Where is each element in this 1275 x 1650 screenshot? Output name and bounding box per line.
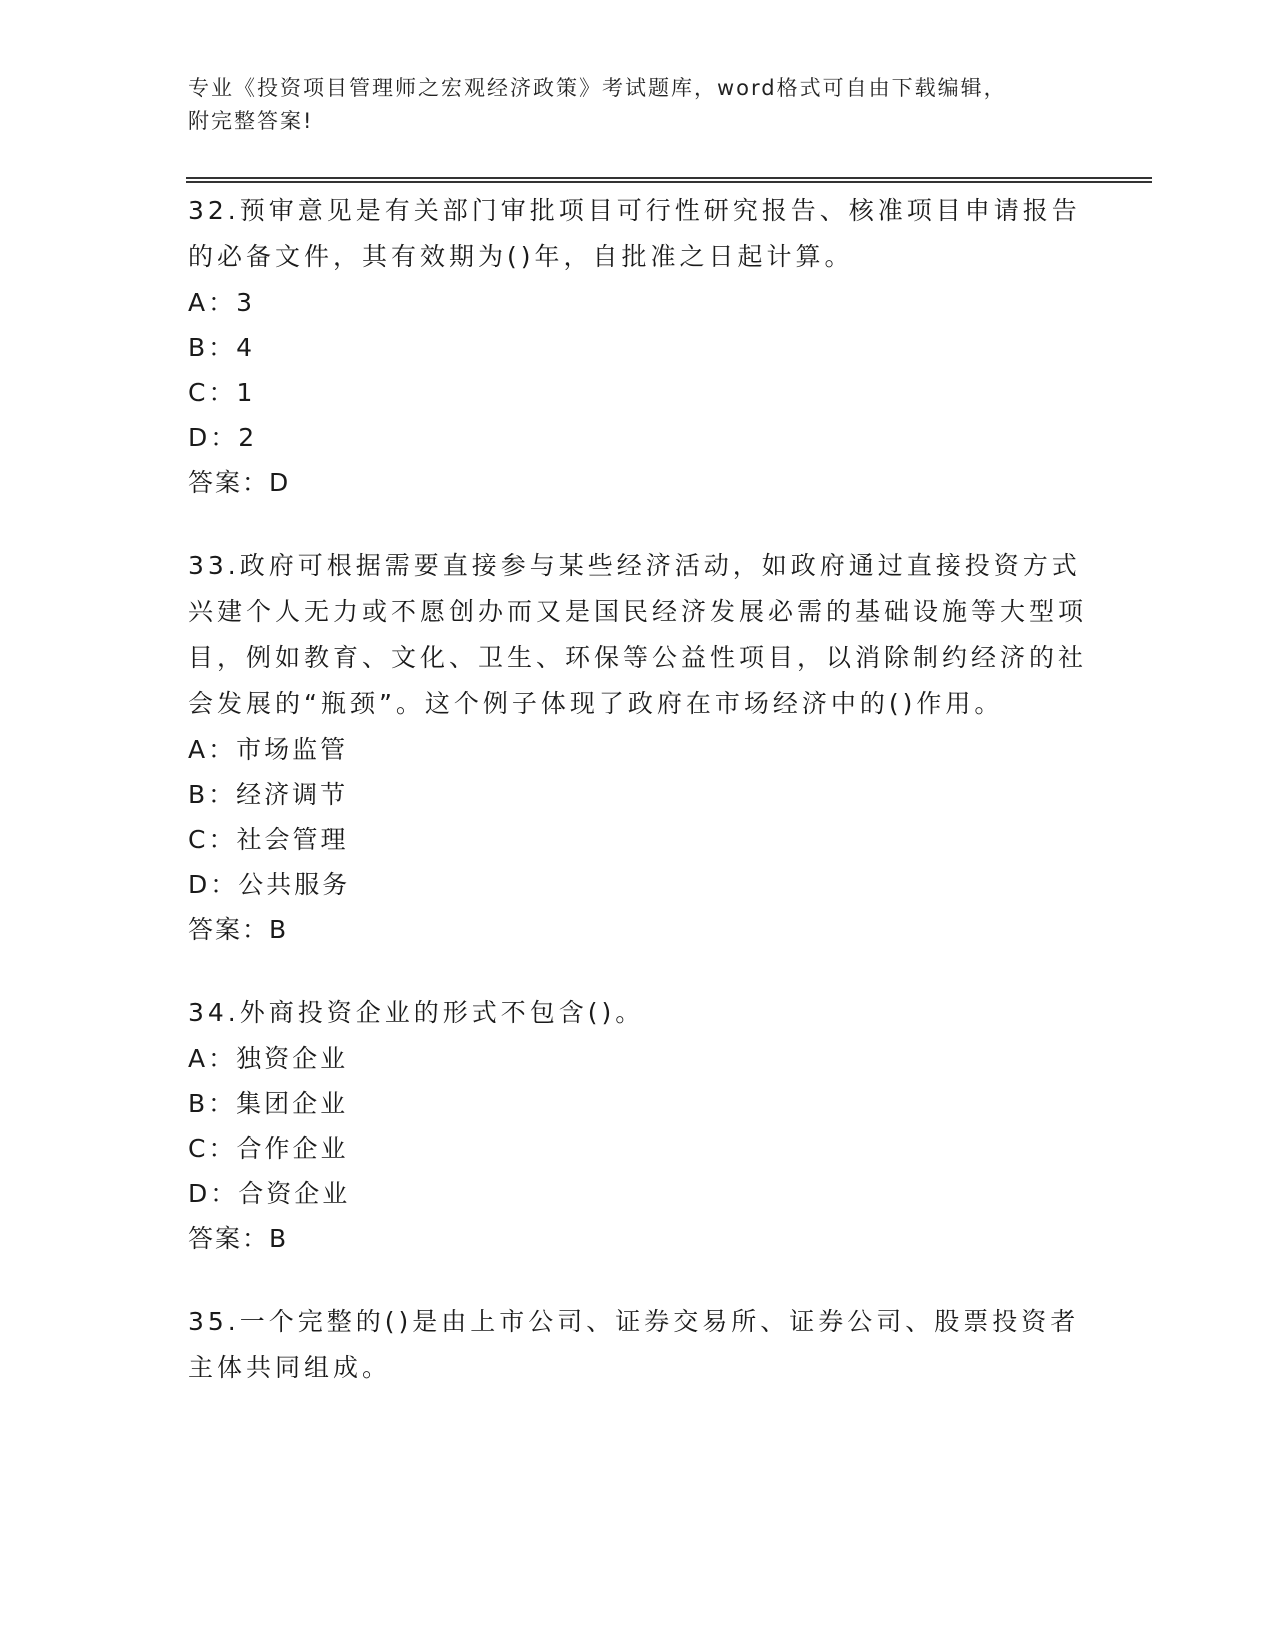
option-b [188, 325, 1088, 370]
option-letter: C： [188, 825, 237, 854]
option-text: 4 [236, 333, 256, 362]
question-32 [188, 188, 1088, 505]
option-text: 3 [236, 288, 256, 317]
question-35 [188, 1299, 1088, 1391]
option-c [188, 817, 1088, 862]
question-33 [188, 543, 1088, 952]
option-a [188, 280, 1088, 325]
answer-line: 答案：B [188, 915, 289, 944]
answer-line: 答案：B [188, 1224, 289, 1253]
option-letter: D： [188, 423, 239, 452]
option-letter: A： [188, 1044, 237, 1073]
option-text: 经济调节 [236, 780, 349, 809]
option-text: 合作企业 [236, 1134, 349, 1163]
option-letter: B： [188, 1089, 237, 1118]
option-letter: A： [188, 288, 237, 317]
question-stem: 33.政府可根据需要直接参与某些经济活动，如政府通过直接投资方式兴建个人无力或不愿创办而又是国民经济发展必需的基础设施等大型项目，例如教育、文化、卫生、环保等公益性项目，以消除制约经济的社会发展的“瓶颈”。这个例子体现了政府在市场经济中的()作用。 [188, 551, 1088, 718]
option-b [188, 772, 1088, 817]
question-34 [188, 990, 1088, 1261]
option-text: 市场监管 [236, 735, 349, 764]
question-stem: 32.预审意见是有关部门审批项目可行性研究报告、核准项目申请报告的必备文件，其有效期为()年，自批准之日起计算。 [188, 196, 1081, 271]
option-text: 集团企业 [236, 1089, 349, 1118]
question-stem: 35.一个完整的()是由上市公司、证券交易所、证券公司、股票投资者主体共同组成。 [188, 1307, 1080, 1382]
option-text: 独资企业 [236, 1044, 349, 1073]
option-c [188, 1126, 1088, 1171]
document-header [188, 72, 1068, 138]
option-a [188, 727, 1088, 772]
option-text: 1 [236, 378, 256, 407]
option-letter: C： [188, 1134, 237, 1163]
question-stem: 34.外商投资企业的形式不包含()。 [188, 998, 645, 1027]
option-letter: B： [188, 780, 237, 809]
option-letter: D： [188, 870, 239, 899]
option-d [188, 1171, 1088, 1216]
option-text: 合资企业 [238, 1179, 351, 1208]
header-line-1: 专业《投资项目管理师之宏观经济政策》考试题库，word格式可自由下载编辑， [188, 76, 1007, 100]
option-letter: B： [188, 333, 237, 362]
option-d [188, 862, 1088, 907]
answer-line: 答案：D [188, 468, 291, 497]
question-list [188, 188, 1088, 1429]
option-c [188, 370, 1088, 415]
header-divider [186, 177, 1152, 183]
option-letter: D： [188, 1179, 239, 1208]
option-text: 公共服务 [238, 870, 351, 899]
option-text: 2 [238, 423, 258, 452]
option-b [188, 1081, 1088, 1126]
header-line-2: 附完整答案! [188, 109, 314, 133]
option-text: 社会管理 [236, 825, 349, 854]
option-d [188, 415, 1088, 460]
option-a [188, 1036, 1088, 1081]
option-letter: C： [188, 378, 237, 407]
option-letter: A： [188, 735, 237, 764]
